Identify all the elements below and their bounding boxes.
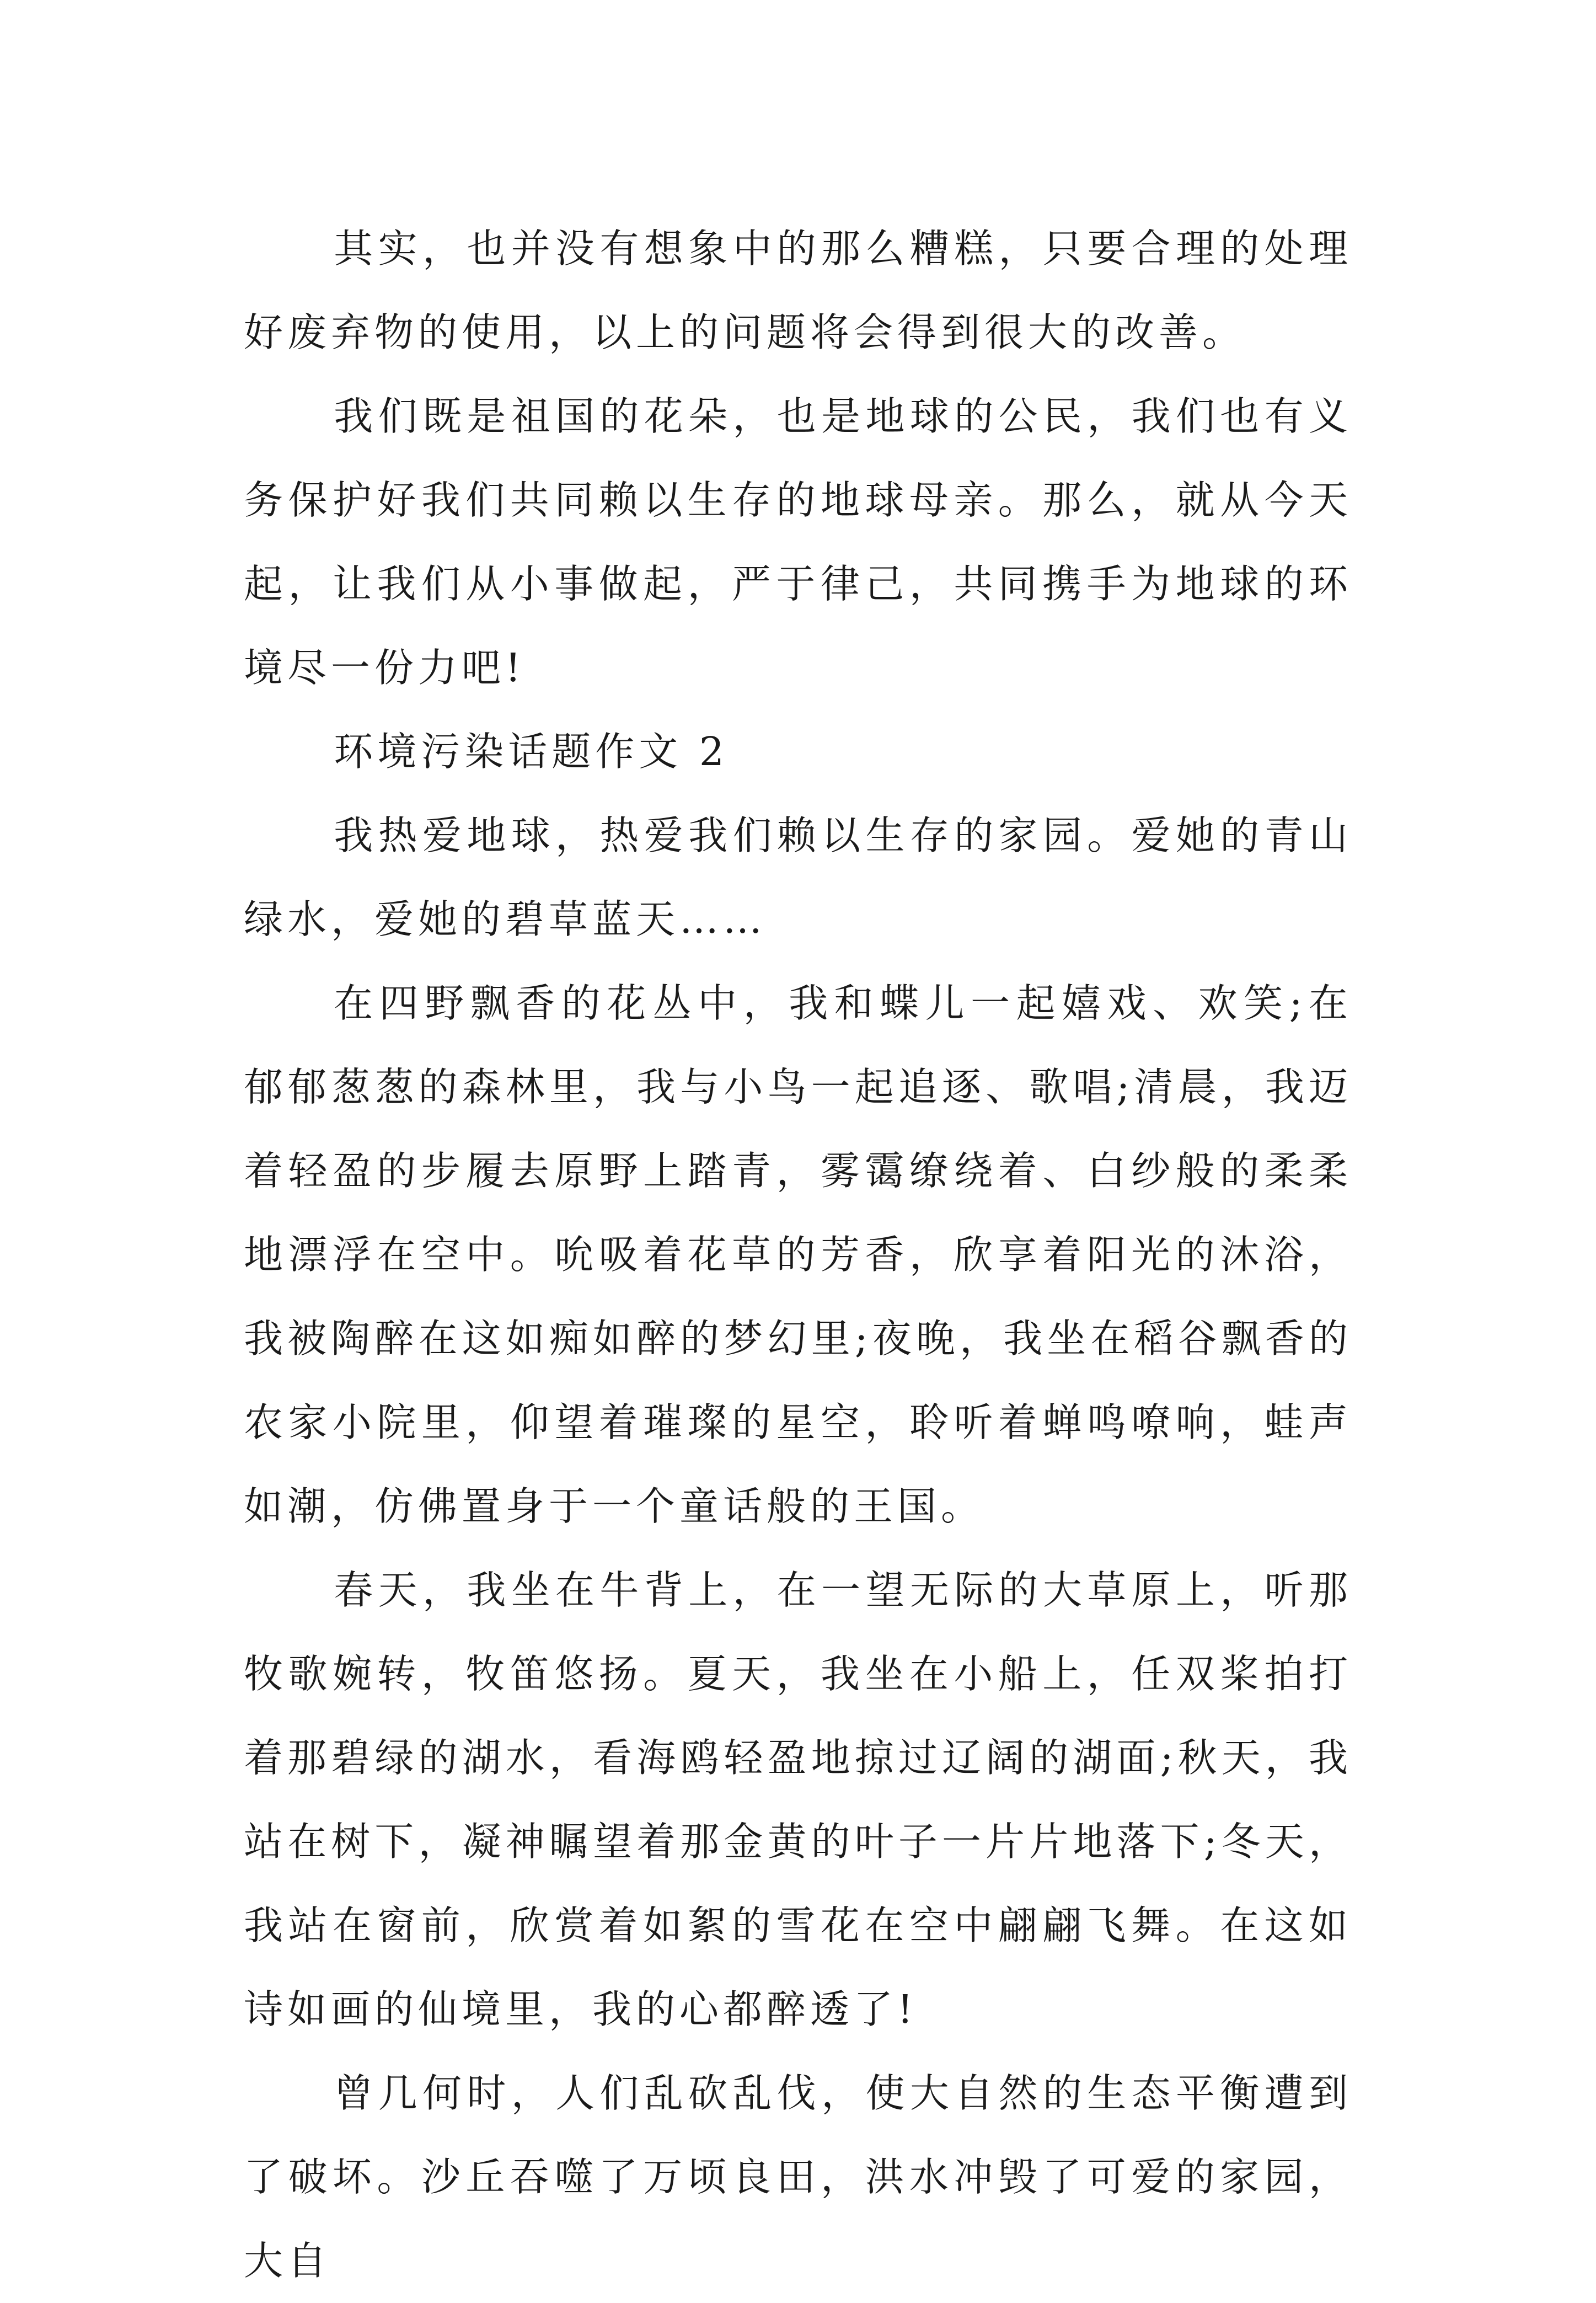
paragraph-3: 我热爱地球，热爱我们赖以生存的家园。爱她的青山绿水，爱她的碧草蓝天……	[244, 813, 1352, 942]
essay-body	[244, 207, 1352, 2303]
paragraph-4: 在四野飘香的花丛中，我和蝶儿一起嬉戏、欢笑;在郁郁葱葱的森林里，我与小鸟一起追逐、歌唱;清晨，我迈着轻盈的步履去原野上踏青，雾霭缭绕着、白纱般的柔柔地漂浮在空中。吮吸着花草的芳香，欣享着阳光的沐浴，我被陶醉在这如痴如醉的梦幻里;夜晚，我坐在稻谷飘香的农家小院里，仰望着璀璨的星空，聆听着蝉鸣嘹响，蛙声如潮，仿佛置身于一个童话般的王国。	[244, 980, 1352, 1529]
paragraph-1: 其实，也并没有想象中的那么糟糕，只要合理的处理好废弃物的使用，以上的问题将会得到很大的改善。	[244, 226, 1352, 355]
paragraph-2: 我们既是祖国的花朵，也是地球的公民，我们也有义务保护好我们共同赖以生存的地球母亲。那么，就从今天起，让我们从小事做起，严于律己，共同携手为地球的环境尽一份力吧!	[244, 393, 1352, 691]
paragraph-5: 春天，我坐在牛背上，在一望无际的大草原上，听那牧歌婉转，牧笛悠扬。夏天，我坐在小船上，任双桨拍打着那碧绿的湖水，看海鸥轻盈地掠过辽阔的湖面;秋天，我站在树下，凝神瞩望着那金黄的叶子一片片地落下;冬天，我站在窗前，欣赏着如絮的雪花在空中翩翩飞舞。在这如诗如画的仙境里，我的心都醉透了!	[244, 1567, 1352, 2032]
essay-heading: 环境污染话题作文 2	[334, 729, 729, 774]
paragraph-6: 曾几何时，人们乱砍乱伐，使大自然的生态平衡遭到了破坏。沙丘吞噬了万顷良田，洪水冲毁了可爱的家园，大自	[244, 2070, 1352, 2284]
